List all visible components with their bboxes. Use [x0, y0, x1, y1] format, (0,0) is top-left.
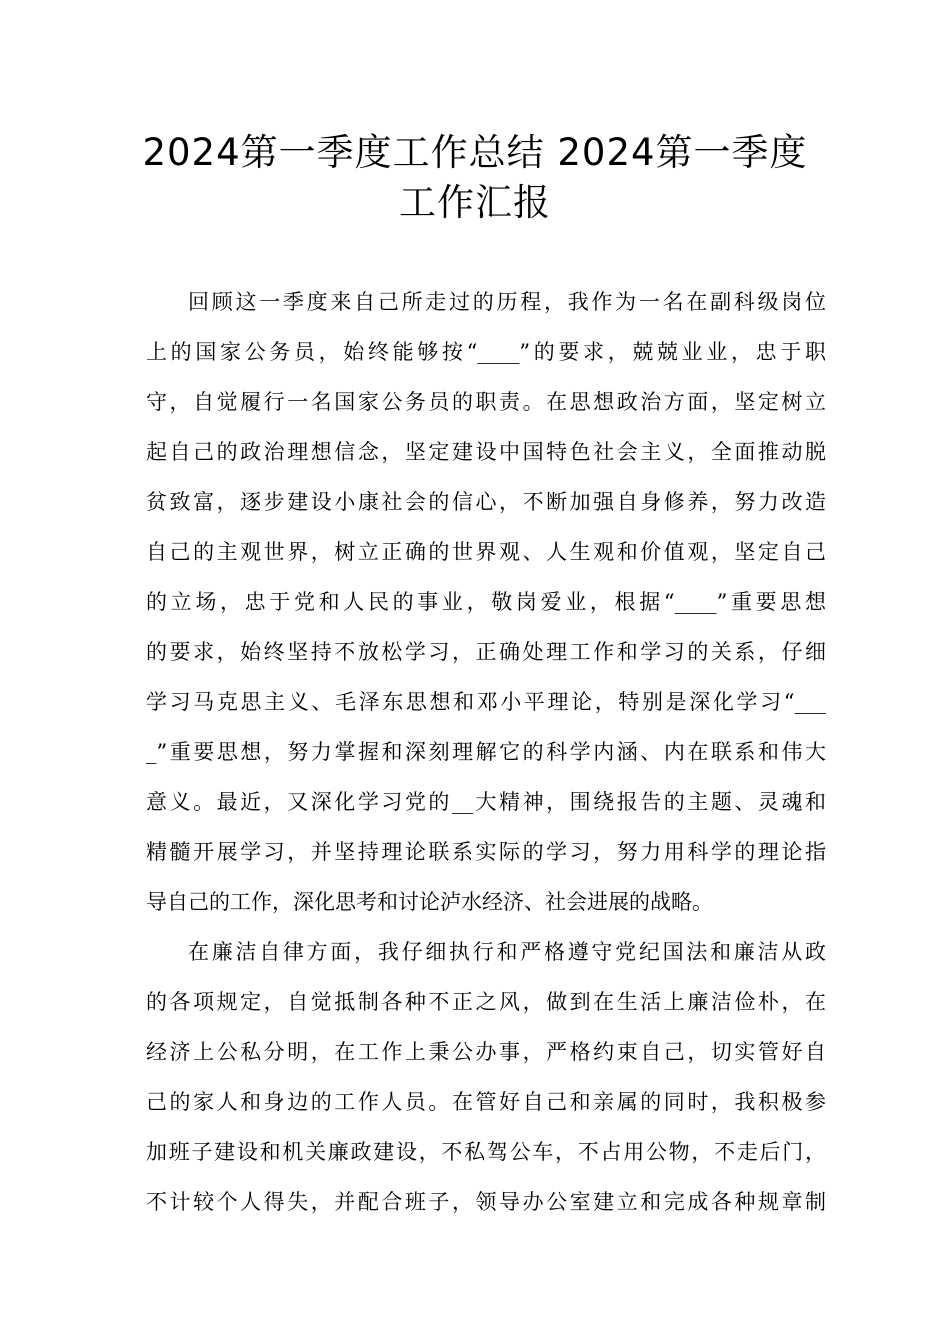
text-line: 的各项规定，自觉抵制各种不正之风，做到在生活上廉洁俭朴，在 — [146, 990, 826, 1014]
text-line: 意义。最近，又深化学习党的__大精神，围绕报告的主题、灵魂和 — [146, 790, 826, 814]
document-body — [146, 277, 826, 1227]
title-line: 2024第一季度工作总结 2024第一季度 — [142, 131, 808, 174]
text-line: 贫致富，逐步建设小康社会的信心，不断加强自身修养，努力改造 — [146, 490, 826, 514]
paragraph — [146, 277, 826, 927]
document-title — [140, 128, 810, 228]
paragraph — [146, 927, 826, 1227]
text-line: 己的家人和身边的工作人员。在管好自己和亲属的同时，我积极参 — [146, 1090, 826, 1114]
text-line: 导自己的工作，深化思考和讨论泸水经济、社会进展的战略。 — [146, 890, 713, 914]
text-line: 起自己的政治理想信念，坚定建设中国特色社会主义，全面推动脱 — [146, 440, 826, 464]
text-line: 精髓开展学习，并坚持理论联系实际的学习，努力用科学的理论指 — [146, 840, 826, 864]
text-line: 加班子建设和机关廉政建设，不私驾公车，不占用公物，不走后门， — [146, 1140, 826, 1164]
text-line: 的立场，忠于党和人民的事业，敬岗爱业，根据“____”重要思想 — [146, 590, 826, 614]
text-line: 上的国家公务员，始终能够按“____”的要求，兢兢业业，忠于职 — [146, 340, 826, 364]
text-line: _”重要思想，努力掌握和深刻理解它的科学内涵、内在联系和伟大 — [146, 740, 826, 764]
text-line: 学习马克思主义、毛泽东思想和邓小平理论，特别是深化学习“___ — [146, 690, 826, 714]
title-line: 工作汇报 — [399, 181, 551, 224]
text-line: 在廉洁自律方面，我仔细执行和严格遵守党纪国法和廉洁从政 — [188, 940, 826, 964]
text-line: 守，自觉履行一名国家公务员的职责。在思想政治方面，坚定树立 — [146, 390, 826, 414]
text-line: 自己的主观世界，树立正确的世界观、人生观和价值观，坚定自己 — [146, 540, 826, 564]
text-line: 经济上公私分明，在工作上秉公办事，严格约束自己，切实管好自 — [146, 1040, 826, 1064]
text-line: 的要求，始终坚持不放松学习，正确处理工作和学习的关系，仔细 — [146, 640, 826, 664]
text-line: 不计较个人得失，并配合班子，领导办公室建立和完成各种规章制 — [146, 1190, 826, 1214]
text-line: 回顾这一季度来自己所走过的历程，我作为一名在副科级岗位 — [188, 290, 826, 314]
